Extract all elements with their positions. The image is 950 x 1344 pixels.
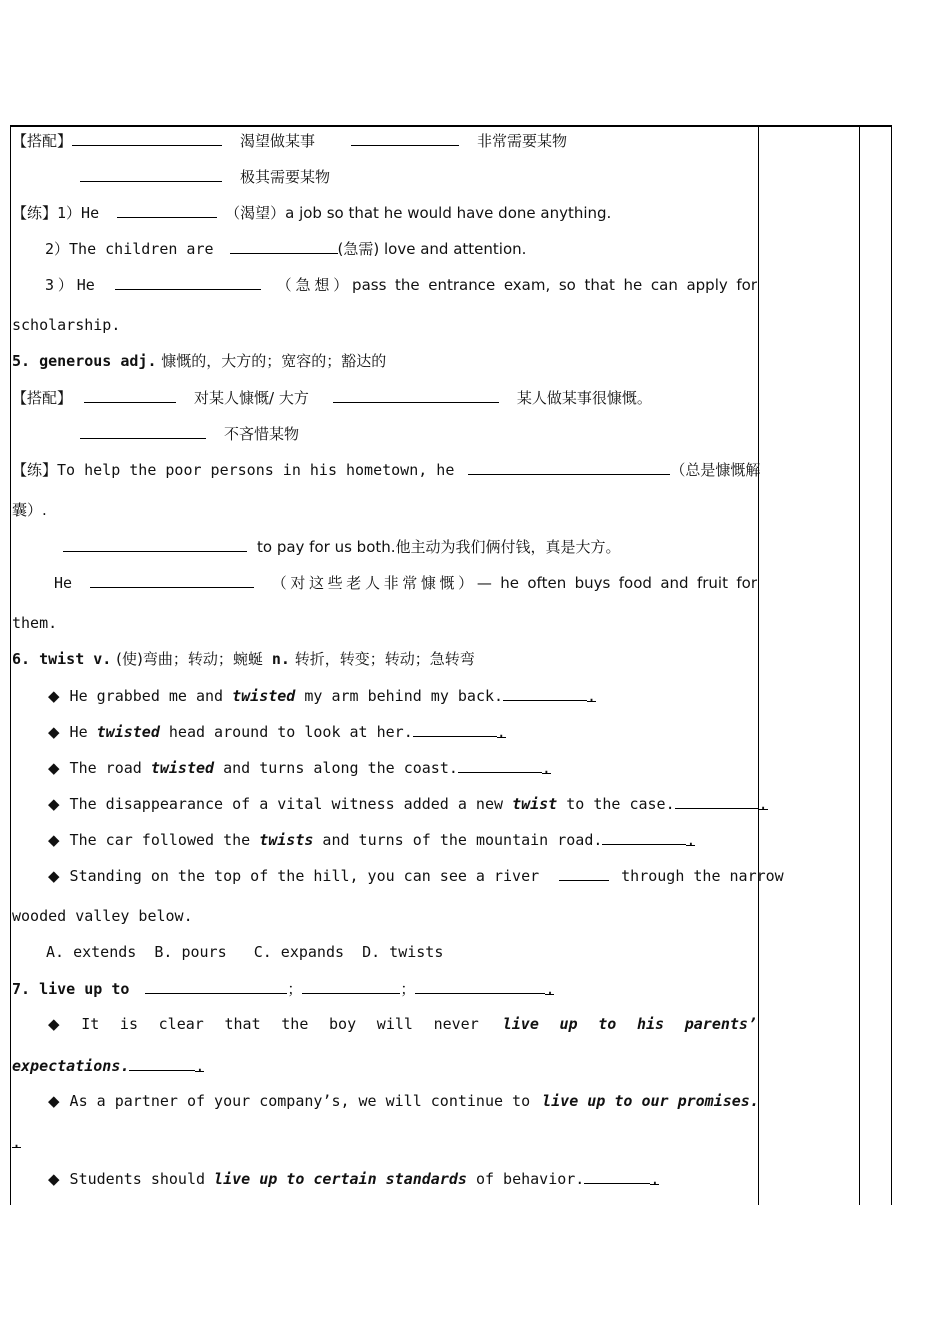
sentence-text: of behavior. [466, 1170, 585, 1188]
translation-blank[interactable] [413, 722, 497, 737]
headword: 7. live up to [12, 980, 130, 998]
sentence-text: to the case. [557, 795, 675, 813]
sentence-text: He [69, 723, 97, 741]
blank[interactable] [72, 131, 222, 146]
table-left-border [10, 125, 11, 1205]
sentence-text: （急想）pass the entrance exam, so that he can apply for [272, 276, 757, 294]
s5-collocation-line-2 [12, 424, 757, 443]
sentence-text: （总是慷慨解 [670, 461, 761, 479]
diamond-bullet-icon: ◆ [48, 1092, 60, 1110]
s7-example-2-cont [12, 1133, 757, 1151]
meaning-text: 不吝惜某物 [224, 425, 300, 443]
table-right-border [891, 125, 892, 1205]
s7-example-2 [12, 1092, 757, 1110]
keyword: twisted [96, 723, 160, 741]
sentence-text: He grabbed me and [69, 687, 233, 705]
translation-blank[interactable] [675, 794, 759, 809]
diamond-bullet-icon: ◆ [48, 1170, 60, 1188]
practice-tag: 【练】 [12, 204, 58, 222]
blank-period: . [587, 687, 597, 705]
translation-blank[interactable] [503, 686, 587, 701]
keyword: twisted [232, 687, 296, 705]
sentence-text: 3）He [45, 276, 95, 294]
s5-practice-3-cont [12, 614, 757, 632]
diamond-bullet-icon: ◆ [48, 723, 60, 741]
s4-practice-3-cont [12, 316, 757, 334]
s4-collocation-line-2 [12, 167, 757, 186]
s5-practice-2 [12, 537, 757, 556]
blank[interactable] [63, 537, 247, 552]
blank-period: . [195, 1057, 205, 1075]
s7-example-3 [12, 1169, 757, 1188]
sentence-text: The car followed the [69, 831, 260, 849]
part-of-speech: n. [262, 650, 290, 668]
question-text: through the narrow [621, 867, 784, 885]
blank-period: . [541, 759, 551, 777]
diamond-bullet-icon: ◆ [48, 867, 60, 885]
worksheet-table [10, 125, 892, 1205]
sentence-text: He [54, 574, 73, 592]
keyword: twist [512, 795, 558, 813]
sentence-text: head around to look at her. [159, 723, 413, 741]
question-text: wooded valley below. [12, 907, 193, 925]
blank[interactable] [468, 460, 670, 475]
sentence-text: The disappearance of a vital witness added a new [69, 795, 513, 813]
question-text: Standing on the top of the hill, you can see a river [69, 867, 540, 885]
definition: 转折，转变；转动；急转弯 [289, 650, 475, 668]
keyword: twists [259, 831, 314, 849]
sentence-text: To help the poor persons in his hometown, he [57, 461, 455, 479]
blank-period: . [545, 980, 555, 998]
answer-options: A. extends B. pours C. expands D. twists [46, 943, 444, 961]
s4-practice-1 [12, 203, 757, 222]
sentence-text: （对这些老人非常慷慨）— he often buys food and fruit for [268, 574, 757, 592]
s4-practice-3 [12, 275, 757, 294]
s5-practice-1-cont [12, 501, 757, 519]
meaning-blank[interactable] [145, 979, 287, 994]
s7-example-1 [12, 1015, 757, 1033]
definition: 慷慨的，大方的；宽容的；豁达的 [156, 352, 387, 370]
blank[interactable] [80, 424, 206, 439]
s7-heading [12, 979, 757, 998]
meaning-blank[interactable] [302, 979, 400, 994]
collocation-tag: 【搭配】 [12, 389, 73, 407]
headword: 6. twist v. [12, 650, 112, 668]
keyword: live up to certain standards [214, 1170, 467, 1188]
blank-period: . [686, 831, 696, 849]
keyword: live up to our promises. [542, 1092, 759, 1110]
s7-example-1-cont [12, 1056, 757, 1075]
s6-example-5 [12, 830, 757, 849]
translation-blank[interactable] [129, 1056, 195, 1071]
blank-period: . [758, 795, 768, 813]
blank[interactable] [115, 275, 261, 290]
blank-period: . [650, 1170, 660, 1188]
diamond-bullet-icon: ◆ [48, 831, 60, 849]
blank[interactable] [117, 203, 217, 218]
blank[interactable] [333, 388, 499, 403]
sentence-text: It is clear that the boy will never [81, 1015, 479, 1033]
meaning-text: 某人做某事很慷慨。 [516, 389, 652, 407]
s6-example-3 [12, 758, 757, 777]
translation-blank[interactable] [602, 830, 686, 845]
s6-example-4 [12, 794, 768, 813]
sentence-text: (急需) love and attention. [337, 240, 527, 258]
meaning-text: 对某人慷慨/ 大方 [194, 389, 309, 407]
s6-example-2 [12, 722, 757, 741]
sentence-text: and turns along the coast. [214, 759, 458, 777]
sentence-text: The road [69, 759, 151, 777]
s6-example-1 [12, 686, 757, 705]
blank[interactable] [230, 239, 338, 254]
sentence-text: 囊）. [12, 501, 47, 519]
blank[interactable] [90, 573, 254, 588]
s5-practice-1 [12, 460, 761, 479]
translation-blank[interactable] [458, 758, 542, 773]
separator: ； [400, 980, 416, 998]
s6-options [12, 943, 757, 961]
s5-practice-3 [12, 573, 757, 592]
s6-heading [12, 650, 757, 668]
s6-question-cont [12, 907, 757, 925]
s4-practice-2 [12, 239, 757, 258]
sentence-text: 1）He [57, 204, 100, 222]
sentence-text: （渴望）a job so that he would have done anything. [225, 204, 612, 222]
diamond-bullet-icon: ◆ [48, 1015, 72, 1033]
translation-blank[interactable] [584, 1169, 650, 1184]
separator: ； [287, 980, 303, 998]
main-content [12, 125, 784, 1205]
collocation-tag: 【搭配】 [12, 132, 73, 150]
column-divider-1 [758, 125, 759, 1205]
diamond-bullet-icon: ◆ [48, 687, 60, 705]
meaning-blank[interactable] [415, 979, 545, 994]
s5-heading [12, 352, 757, 370]
sentence-text: 2）The children are [45, 240, 214, 258]
blank-period: . [12, 1133, 22, 1151]
definition: (使)弯曲；转动；蜿蜒 [111, 650, 263, 668]
blank[interactable] [351, 131, 459, 146]
s6-question [12, 866, 784, 885]
sentence-text: to pay for us both.他主动为我们俩付钱，真是大方。 [257, 538, 621, 556]
sentence-text: As a partner of your company’s, we will continue to [69, 1092, 531, 1110]
s5-collocation-line-1 [12, 388, 757, 407]
s4-collocation-line-1 [12, 131, 757, 150]
meaning-text: 极其需要某物 [240, 168, 331, 186]
sentence-text: scholarship. [12, 316, 121, 334]
keyword: live up to his parents’ [502, 1015, 757, 1033]
sentence-text: them. [12, 614, 58, 632]
keyword: twisted [150, 759, 215, 777]
sentence-text: and turns of the mountain road. [313, 831, 603, 849]
blank[interactable] [84, 388, 176, 403]
headword: 5. generous adj. [12, 352, 157, 370]
meaning-text: 非常需要某物 [477, 132, 568, 150]
diamond-bullet-icon: ◆ [48, 795, 60, 813]
practice-tag: 【练】 [12, 461, 58, 479]
keyword: expectations. [12, 1057, 130, 1075]
sentence-text: Students should [69, 1170, 215, 1188]
column-divider-2 [859, 125, 860, 1205]
meaning-text: 渴望做某事 [240, 132, 316, 150]
sentence-text: my arm behind my back. [295, 687, 504, 705]
blank-period: . [496, 723, 506, 741]
blank[interactable] [80, 167, 222, 182]
diamond-bullet-icon: ◆ [48, 759, 60, 777]
answer-blank[interactable] [559, 866, 609, 881]
